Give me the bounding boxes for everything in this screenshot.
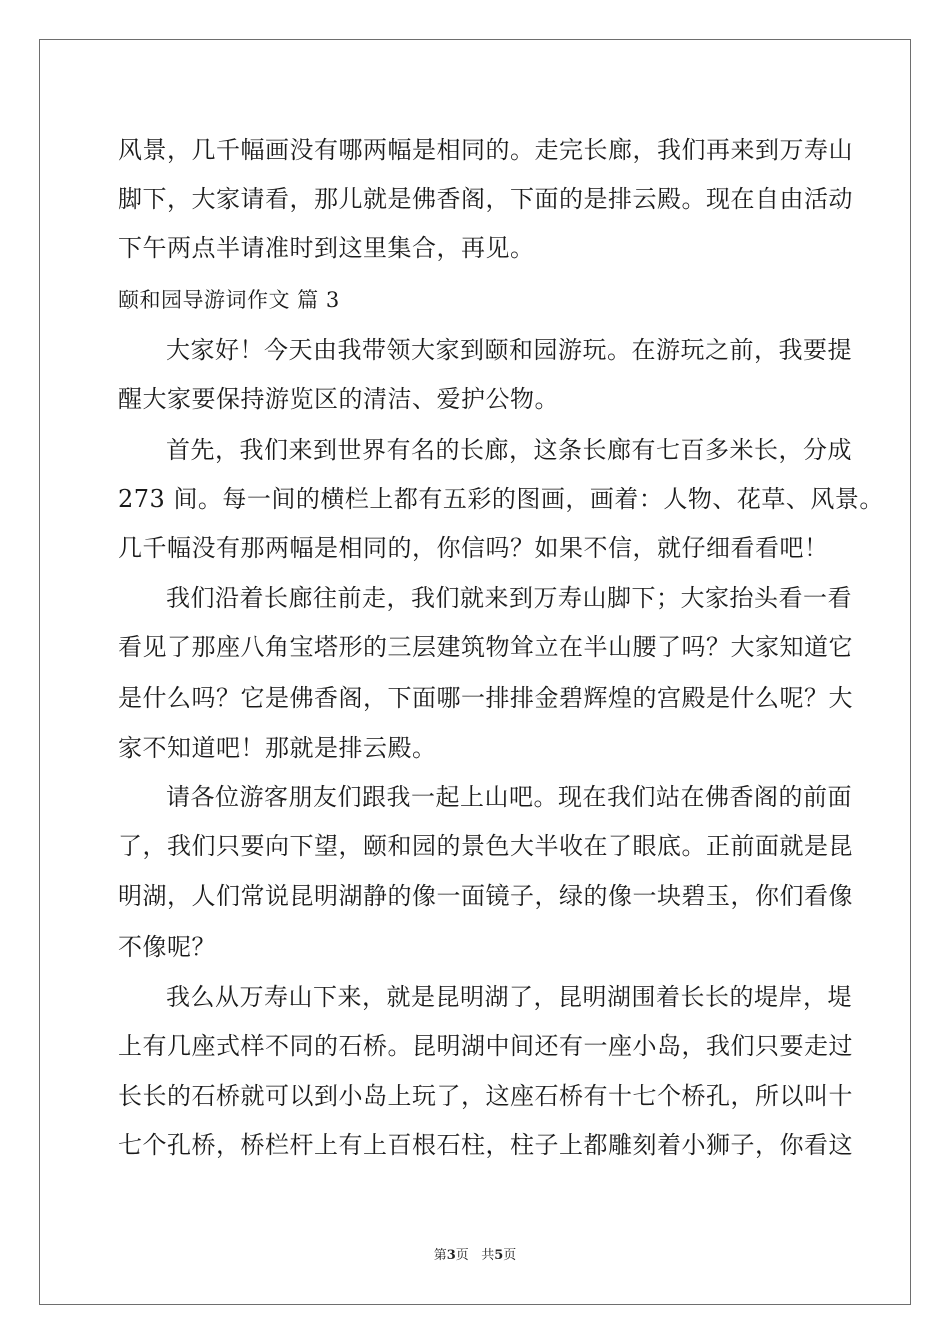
text-line: 不像呢？	[118, 933, 216, 961]
total-unit: 页	[503, 1248, 517, 1263]
text-line: 我们沿着长廊往前走，我们就来到万寿山脚下；大家抬头看一看	[166, 584, 852, 612]
page-total: 5	[494, 1248, 504, 1263]
page-unit: 页	[455, 1248, 469, 1263]
total-prefix: 共	[481, 1248, 495, 1263]
text-line: 几千幅没有那两幅是相同的，你信吗？如果不信，就仔细看看吧！	[118, 534, 829, 562]
text-line: 请各位游客朋友们跟我一起上山吧。现在我们站在佛香阁的前面	[166, 783, 852, 811]
text-line: 家不知道吧！那就是排云殿。	[118, 734, 437, 762]
text-line: 醒大家要保持游览区的清洁、爱护公物。	[118, 385, 559, 413]
text-line: 风景，几千幅画没有哪两幅是相同的。走完长廊，我们再来到万寿山	[118, 136, 853, 164]
text-line: 下午两点半请准时到这里集合，再见。	[118, 234, 535, 262]
page-current: 3	[446, 1248, 456, 1263]
text-line: 脚下，大家请看，那儿就是佛香阁，下面的是排云殿。现在自由活动	[118, 185, 853, 213]
section-heading: 颐和园导游词作文 篇 3	[118, 288, 340, 312]
text-line: 七个孔桥，桥栏杆上有上百根石柱，柱子上都雕刻着小狮子，你看这	[118, 1131, 853, 1159]
page-border	[39, 39, 911, 1305]
page-prefix: 第	[433, 1248, 447, 1263]
text-line: 长长的石桥就可以到小岛上玩了，这座石桥有十七个桥孔，所以叫十	[118, 1082, 853, 1110]
text-line: 我么从万寿山下来，就是昆明湖了，昆明湖围着长长的堤岸，堤	[166, 983, 852, 1011]
page-footer	[0, 1248, 950, 1264]
text-line: 看见了那座八角宝塔形的三层建筑物耸立在半山腰了吗？大家知道它	[118, 633, 853, 661]
text-line: 了，我们只要向下望，颐和园的景色大半收在了眼底。正前面就是昆	[118, 832, 853, 860]
text-line: 明湖，人们常说昆明湖静的像一面镜子，绿的像一块碧玉，你们看像	[118, 882, 853, 910]
text-line: 首先，我们来到世界有名的长廊，这条长廊有七百多米长，分成	[166, 436, 852, 464]
text-line: 是什么吗？它是佛香阁，下面哪一排排金碧辉煌的宫殿是什么呢？大	[118, 684, 853, 712]
text-line: 大家好！今天由我带领大家到颐和园游玩。在游玩之前，我要提	[166, 336, 852, 364]
text-line: 上有几座式样不同的石桥。昆明湖中间还有一座小岛，我们只要走过	[118, 1032, 853, 1060]
text-line: 273 间。每一间的横栏上都有五彩的图画，画着：人物、花草、风景。	[118, 485, 884, 513]
